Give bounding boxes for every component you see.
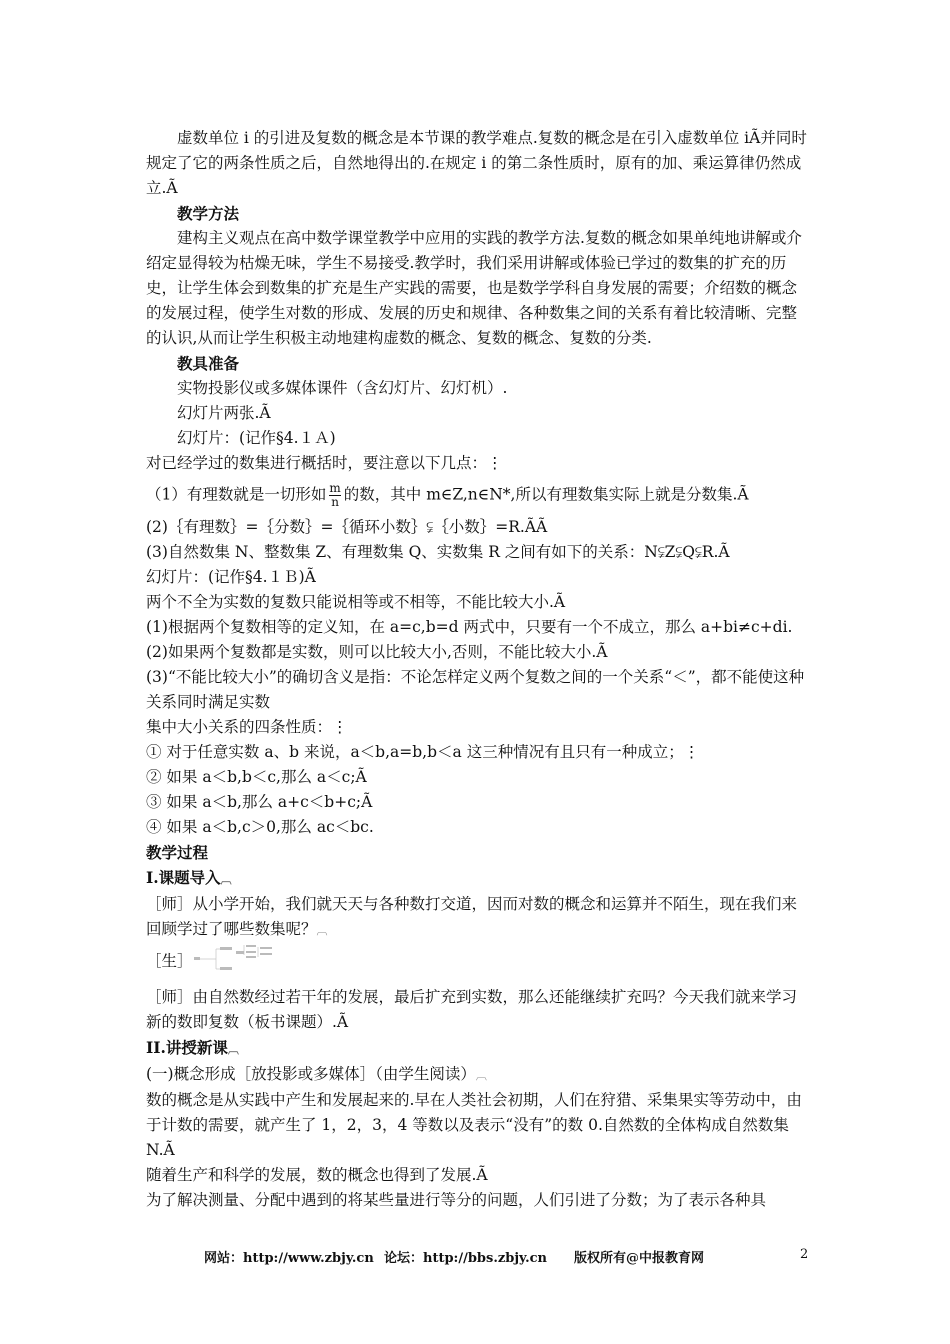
document-body [146, 126, 810, 1213]
paragraph-teaching-method: 建构主义观点在高中数学课堂教学中应用的实践的教学方法.复数的概念如果单纯地讲解或介绍定显得较为枯燥无味，学生不易接受.教学时，我们采用讲解或体验已学过的数集的扩充的历史，让学生体会到数集的扩充是生产实践的需要，也是数学学科自身发展的需要；介绍数的概念的发展过程，使学生对数的形成、发展的历史和规律、各种数集之间的关系有着比较清晰、完整的认识,从而让学生积极主动地建构虚数的概念、复数的概念、复数的分类. [146, 229, 802, 347]
paragraph-mark: ︹ [227, 1043, 238, 1056]
paragraph-number-history: 数的概念是从实践中产生和发展起来的.早在人类社会初期，人们在狩猎、采集果实等劳动中，由于计数的需要，就产生了 1，2，3，4 等数以及表示“没有”的数 0.自然数的全体构成自然数集 N.Ã [146, 1091, 802, 1159]
paragraph-slide-b: 幻灯片：(记作§4.１Ｂ)Ã [146, 568, 316, 586]
paragraph-difficulty: 虚数单位 i 的引进及复数的概念是本节课的教学难点.复数的概念是在引入虚数单位 iÃ并同时规定了它的两条性质之后，自然地得出的.在规定 i 的第二条性质时，原有的加、乘运算律仍然成立.Ã [146, 129, 807, 197]
page-footer [0, 1247, 950, 1267]
paragraph-teacher-1: ［师］从小学开始，我们就天天与各种数打交道，因而对数的概念和运算并不陌生，现在我们来回顾学过了哪些数集呢？︹ [146, 895, 798, 938]
rational-pre: （1）有理数就是一切形如 [146, 485, 327, 504]
paragraph-concept-formation: (一)概念形成［放投影或多媒体］（由学生阅读）︹ [146, 1065, 486, 1083]
paragraph-four-properties: 集中大小关系的四条性质：⋮ [146, 718, 348, 736]
paragraph-compare-rule: 两个不全为实数的复数只能说相等或不相等，不能比较大小.Ã [146, 593, 566, 611]
paragraph-summary-intro: 对已经学过的数集进行概括时，要注意以下几点：⋮ [146, 454, 503, 472]
paragraph-mark: ︹ [475, 1069, 486, 1082]
footer-website: 网站：http://www.zbjy.cn [204, 1251, 374, 1266]
student-answer-block [146, 943, 810, 979]
property-1: ① 对于任意实数 a、b 来说，a＜b,a=b,b＜a 这三种情况有且只有一种成立；⋮ [146, 743, 700, 761]
paragraph-mark: ︹ [316, 924, 327, 937]
paragraph-set-equality: (2)｛有理数｝=｛分数｝=｛循环小数｝⫋｛小数｝=R.ÃÃ [146, 518, 548, 536]
paragraph-compare-3: (3)“不能比较大小”的确切含义是指：不论怎样定义两个复数之间的一个关系“＜”，都不能使这种关系同时满足实数 [146, 668, 805, 711]
heading-teaching-method: 教学方法 [177, 204, 240, 223]
paragraph-teacher-2: ［师］由自然数经过若干年的发展，最后扩充到实数，那么还能继续扩充吗？今天我们就来学习新的数即复数（板书课题）.Ã [146, 988, 798, 1031]
heading-intro: I.课题导入︹ [146, 868, 231, 887]
footer-forum: 论坛：http://bbs.zbjy.cn [384, 1251, 548, 1266]
property-3: ③ 如果 a＜b,那么 a+c＜b+c;Ã [146, 793, 373, 811]
heading-new-lesson: II.讲授新课︹ [146, 1038, 238, 1057]
property-4: ④ 如果 a＜b,c＞0,那么 ac＜bc. [146, 818, 374, 836]
paragraph-mark: ︹ [220, 873, 231, 886]
student-label: ［生］ [146, 952, 193, 970]
paragraph-aids-slides: 幻灯片两张.Ã [177, 404, 271, 422]
paragraph-fractions: 为了解决测量、分配中遇到的将某些量进行等分的问题，人们引进了分数；为了表示各种具 [146, 1191, 767, 1209]
property-2: ② 如果 a＜b,b＜c,那么 a＜c;Ã [146, 768, 367, 786]
paragraph-rational-numbers [146, 482, 810, 509]
paragraph-compare-2: (2)如果两个复数都是实数，则可以比较大小,否则，不能比较大小.Ã [146, 643, 608, 661]
heading-teaching-process: 教学过程 [146, 843, 209, 862]
rational-post: 的数，其中 m∈Z,n∈N*,所以有理数集实际上就是分数集.Ã [343, 485, 749, 504]
number-set-diagram-thumbnail [192, 943, 302, 975]
paragraph-set-chain: (3)自然数集 N、整数集 Z、有理数集 Q、实数集 R 之间有如下的关系：N⫋Z⫋Q⫋R.Ã [146, 543, 730, 561]
paragraph-slide-a: 幻灯片：(记作§4.１Ａ) [177, 429, 336, 447]
footer-copyright: 版权所有@中报教育网 [574, 1251, 705, 1266]
paragraph-aids-equipment: 实物投影仪或多媒体课件（含幻灯片、幻灯机）. [177, 379, 508, 397]
paragraph-compare-1: (1)根据两个复数相等的定义知，在 a=c,b=d 两式中，只要有一个不成立，那么 a+bi≠c+di. [146, 618, 793, 636]
page-number: 2 [800, 1247, 809, 1262]
paragraph-number-development: 随着生产和科学的发展，数的概念也得到了发展.Ã [146, 1166, 488, 1184]
heading-teaching-aids: 教具准备 [177, 354, 240, 373]
fraction-m-over-n: $\frac{m}{n}$ [329, 481, 341, 509]
